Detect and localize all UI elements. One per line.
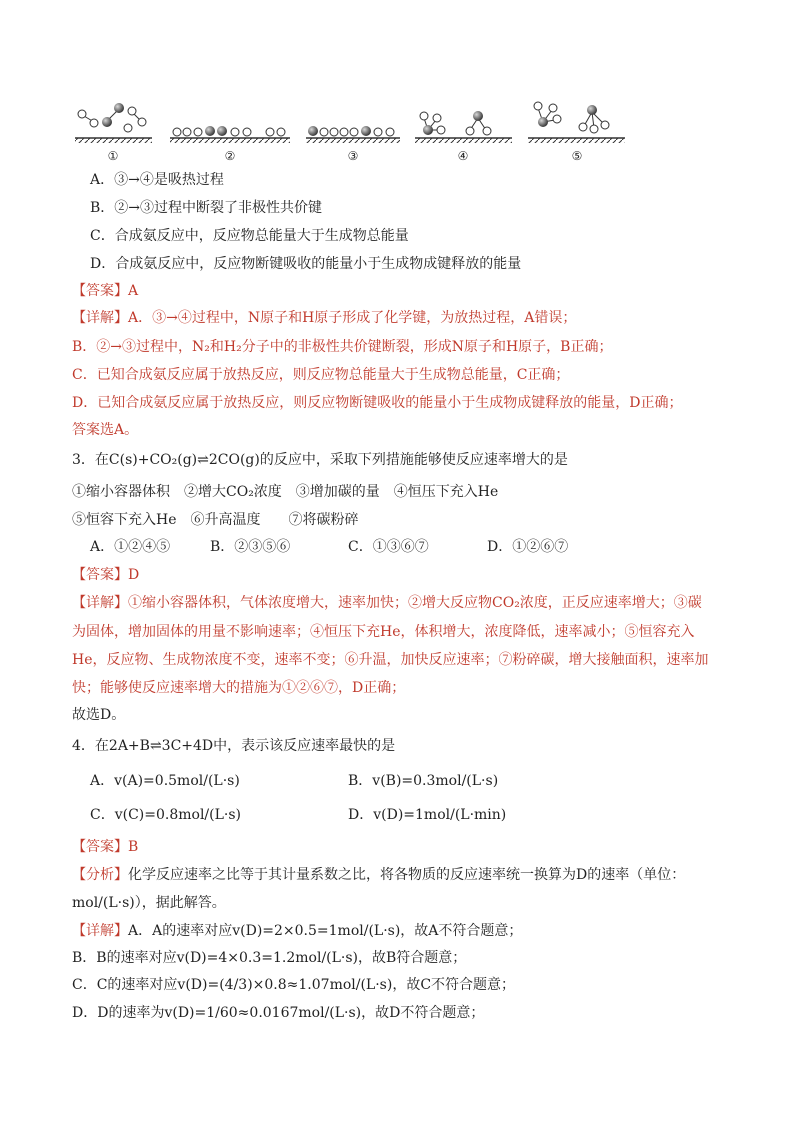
q3-option-d: D．①②⑥⑦ [487,539,569,555]
q2-detail-line-2: B．②→③过程中，N₂和H₂分子中的非极性共价键断裂，形成N原子和H原子，B正确； [72,339,613,355]
q3-measures-line-2: ⑤恒容下充入He ⑥升高温度 ⑦将碳粉碎 [72,512,359,528]
q2-detail-label: 【详解】 [72,310,128,326]
q3-option-c: C．①③⑥⑦ [348,539,429,555]
q4-detail-line-1 [72,921,522,941]
caption-5: ⑤ [571,149,583,163]
q3-answer [72,565,139,585]
stage-3-figure [306,126,400,143]
caption-2: ② [224,149,236,163]
q4-analysis-label: 【分析】 [72,867,128,883]
q2-option-d: D．合成氨反应中，反应物断键吸收的能量小于生成物成键释放的能量 [90,256,522,272]
q3-detail-line-2: 为固体，增加固体的用量不影响速率；④恒压下充He，体积增大，浓度降低，速率减小；⑤恒容充入 [72,624,695,640]
q2-answer [72,281,138,301]
q3-detail-label: 【详解】 [72,595,128,611]
q3-option-a: A．①②④⑤ [90,539,171,555]
caption-4: ④ [457,149,469,163]
q4-option-a: A．v(A)=0.5mol/(L·s) [90,773,240,789]
q2-option-a: A．③→④是吸热过程 [90,172,224,188]
q4-analysis-text-1: 化学反应速率之比等于其计量系数之比，将各物质的反应速率统一换算为D的速率（单位： [128,867,686,883]
q2-detail-line-3: C．已知合成氨反应属于放热反应，则反应物总能量大于生成物总能量，C正确； [72,367,570,383]
q3-stem: 3．在C(s)+CO₂(g)⇌2CO(g)的反应中，采取下列措施能够使反应速率增大的是 [72,452,568,468]
q4-detail-text-1: A．A的速率对应v(D)=2×0.5=1mol/(L·s)，故A不符合题意； [128,923,523,939]
q4-detail-line-3: C．C的速率对应v(D)=(4/3)×0.8≈1.07mol/(L·s)，故C不符合题意； [72,977,516,993]
q4-detail-line-4: D．D的速率为v(D)=1/60≈0.0167mol/(L·s)，故D不符合题意； [72,1005,485,1021]
q2-option-b: B．②→③过程中断裂了非极性共价键 [90,200,323,216]
reaction-mechanism-figure [70,98,630,168]
q4-answer [72,837,138,857]
q2-option-c: C．合成氨反应中，反应物总能量大于生成物总能量 [90,228,409,244]
q4-answer-value: B [128,839,139,855]
q4-detail-label: 【详解】 [72,923,128,939]
q2-detail-line-1 [72,308,576,328]
q4-option-d: D．v(D)=1mol/(L·min) [348,807,507,823]
q3-detail-line-3: He，反应物、生成物浓度不变，速率不变；⑥升温，加快反应速率；⑦粉碎碳，增大接触面积，速率加 [72,652,709,668]
q4-option-c: C．v(C)=0.8mol/(L·s) [90,807,242,823]
caption-3: ③ [347,149,359,163]
q3-option-b: B．②③⑤⑥ [210,539,291,555]
q4-analysis-line-2: mol/(L·s)），据此解答。 [72,895,226,911]
caption-1: ① [107,149,119,163]
q2-answer-label: 【答案】 [72,283,128,299]
q2-detail-line-4: D．已知合成氨反应属于放热反应，则反应物断键吸收的能量小于生成物成键释放的能量，D正确； [72,395,683,411]
q2-answer-value: A [128,283,139,299]
q2-detail-line-5: 答案选A。 [72,422,139,438]
q4-stem: 4．在2A+B⇌3C+4D中，表示该反应速率最快的是 [72,738,396,754]
q4-analysis-line-1 [72,865,685,885]
q3-detail-line-4: 快；能够使反应速率增大的措施为①②⑥⑦，D正确； [72,680,406,696]
q3-detail-line-1 [72,593,702,613]
q3-answer-label: 【答案】 [72,567,128,583]
q2-detail-text-1: A．③→④过程中，N原子和H原子形成了化学键，为放热过程，A错误； [128,310,577,326]
q4-option-b: B．v(B)=0.3mol/(L·s) [348,773,499,789]
stage-5-figure [528,102,625,143]
q3-measures-line-1: ①缩小容器体积 ②增大CO₂浓度 ③增加碳的量 ④恒压下充入He [72,484,499,500]
q3-answer-value: D [128,567,140,583]
q3-detail-text-1: ①缩小容器体积，气体浓度增大，速率加快；②增大反应物CO₂浓度，正反应速率增大；③碳 [128,595,702,611]
stage-1-figure [75,103,152,143]
stage-2-figure [170,126,290,143]
q3-detail-line-5: 故选D。 [72,707,126,723]
stage-4-figure [415,111,512,143]
q4-answer-label: 【答案】 [72,839,128,855]
q4-detail-line-2: B．B的速率对应v(D)=4×0.3=1.2mol/(L·s)，故B符合题意； [72,950,467,966]
